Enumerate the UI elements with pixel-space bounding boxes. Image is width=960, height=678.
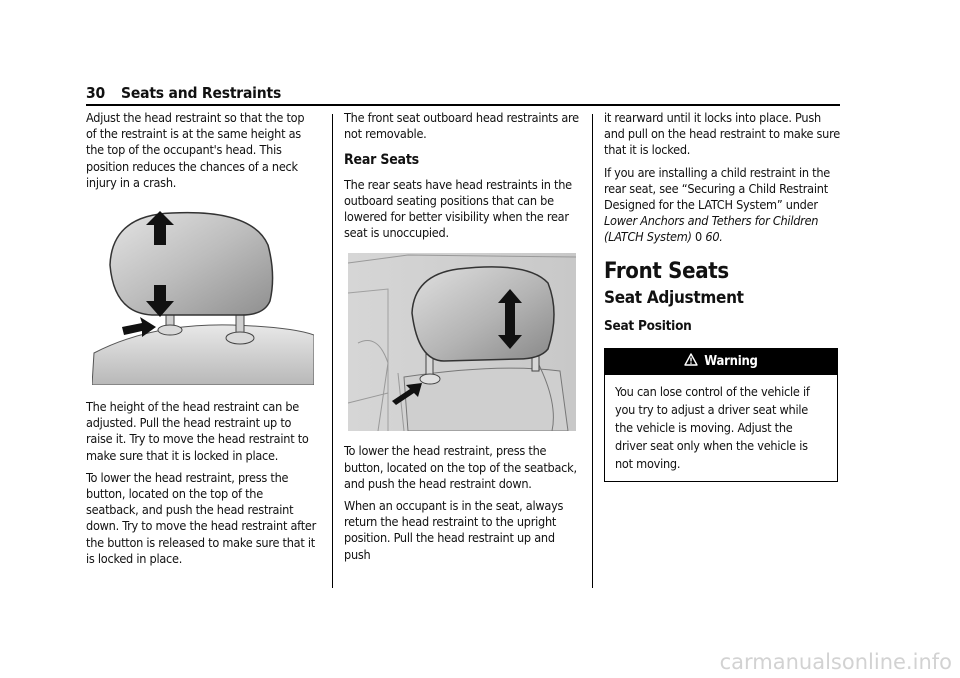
column-divider-1 bbox=[332, 114, 333, 588]
paragraph: To lower the head restraint, press the button, located on the top of the seatback, and push the head restraint down. Try to move the head restraint after the button is released to make sure that it is locked in place. bbox=[86, 469, 317, 566]
column-divider-2 bbox=[592, 114, 593, 588]
warning-triangle-icon bbox=[684, 349, 698, 375]
header-rule bbox=[86, 104, 840, 106]
watermark: carmanualsonline.info bbox=[719, 650, 952, 674]
paragraph: The rear seats have head restraints in the outboard seating positions that can be lowered for better visibility when the rear seat is unoccupied. bbox=[344, 176, 572, 241]
heading-seat-position: Seat Position bbox=[604, 318, 692, 335]
column-1 bbox=[86, 110, 318, 573]
warning-header bbox=[605, 349, 837, 375]
paragraph: it rearward until it locks into place. Push and pull on the head restraint to make sure that it is locked. bbox=[604, 110, 840, 158]
head-restraint-rear-illustration bbox=[348, 253, 576, 431]
page-header bbox=[86, 84, 281, 102]
warning-title: Warning bbox=[704, 354, 758, 370]
page-ref-symbol: 0 bbox=[695, 229, 703, 245]
column-3 bbox=[604, 110, 842, 482]
head-restraint-front-illustration bbox=[92, 205, 314, 385]
reference-title: Lower Anchors and Tethers for Children (LATCH System) bbox=[604, 213, 819, 245]
warning-text: You can lose control of the vehicle if you try to adjust a driver seat while the vehicle is moving. Adjust the driver seat only when the vehicle is not moving. bbox=[615, 384, 810, 472]
heading-seat-adjustment: Seat Adjustment bbox=[604, 287, 744, 308]
paragraph: The front seat outboard head restraints are not removable. bbox=[344, 110, 579, 142]
paragraph: To lower the head restraint, press the button, located on the top of the seatback, and push the head restraint down. bbox=[344, 443, 577, 491]
paragraph: The height of the head restraint can be adjusted. Pull the head restraint up to raise it. Try to move the head restraint to make sure that it is locked in place. bbox=[86, 399, 309, 463]
reference-page: 60. bbox=[705, 229, 723, 245]
warning-box bbox=[604, 348, 838, 482]
paragraph: Adjust the head restraint so that the top of the restraint is at the same height as the top of the occupant's head. This position reduces the chances of a neck injury in a crash. bbox=[86, 110, 305, 190]
page-number: 30 bbox=[86, 84, 106, 102]
cross-reference-link[interactable] bbox=[604, 213, 818, 244]
paragraph-text: If you are installing a child restraint in the rear seat, see “Securing a Child Restraint Designed for the LATCH System” under bbox=[604, 164, 830, 213]
section-title: Seats and Restraints bbox=[121, 84, 282, 102]
paragraph-child-restraint bbox=[604, 165, 842, 246]
heading-front-seats: Front Seats bbox=[604, 258, 729, 284]
column-2 bbox=[344, 110, 580, 569]
paragraph: When an occupant is in the seat, always return the head restraint to the upright position. Pull the head restraint up and push bbox=[344, 498, 564, 562]
heading-rear-seats: Rear Seats bbox=[344, 152, 419, 169]
